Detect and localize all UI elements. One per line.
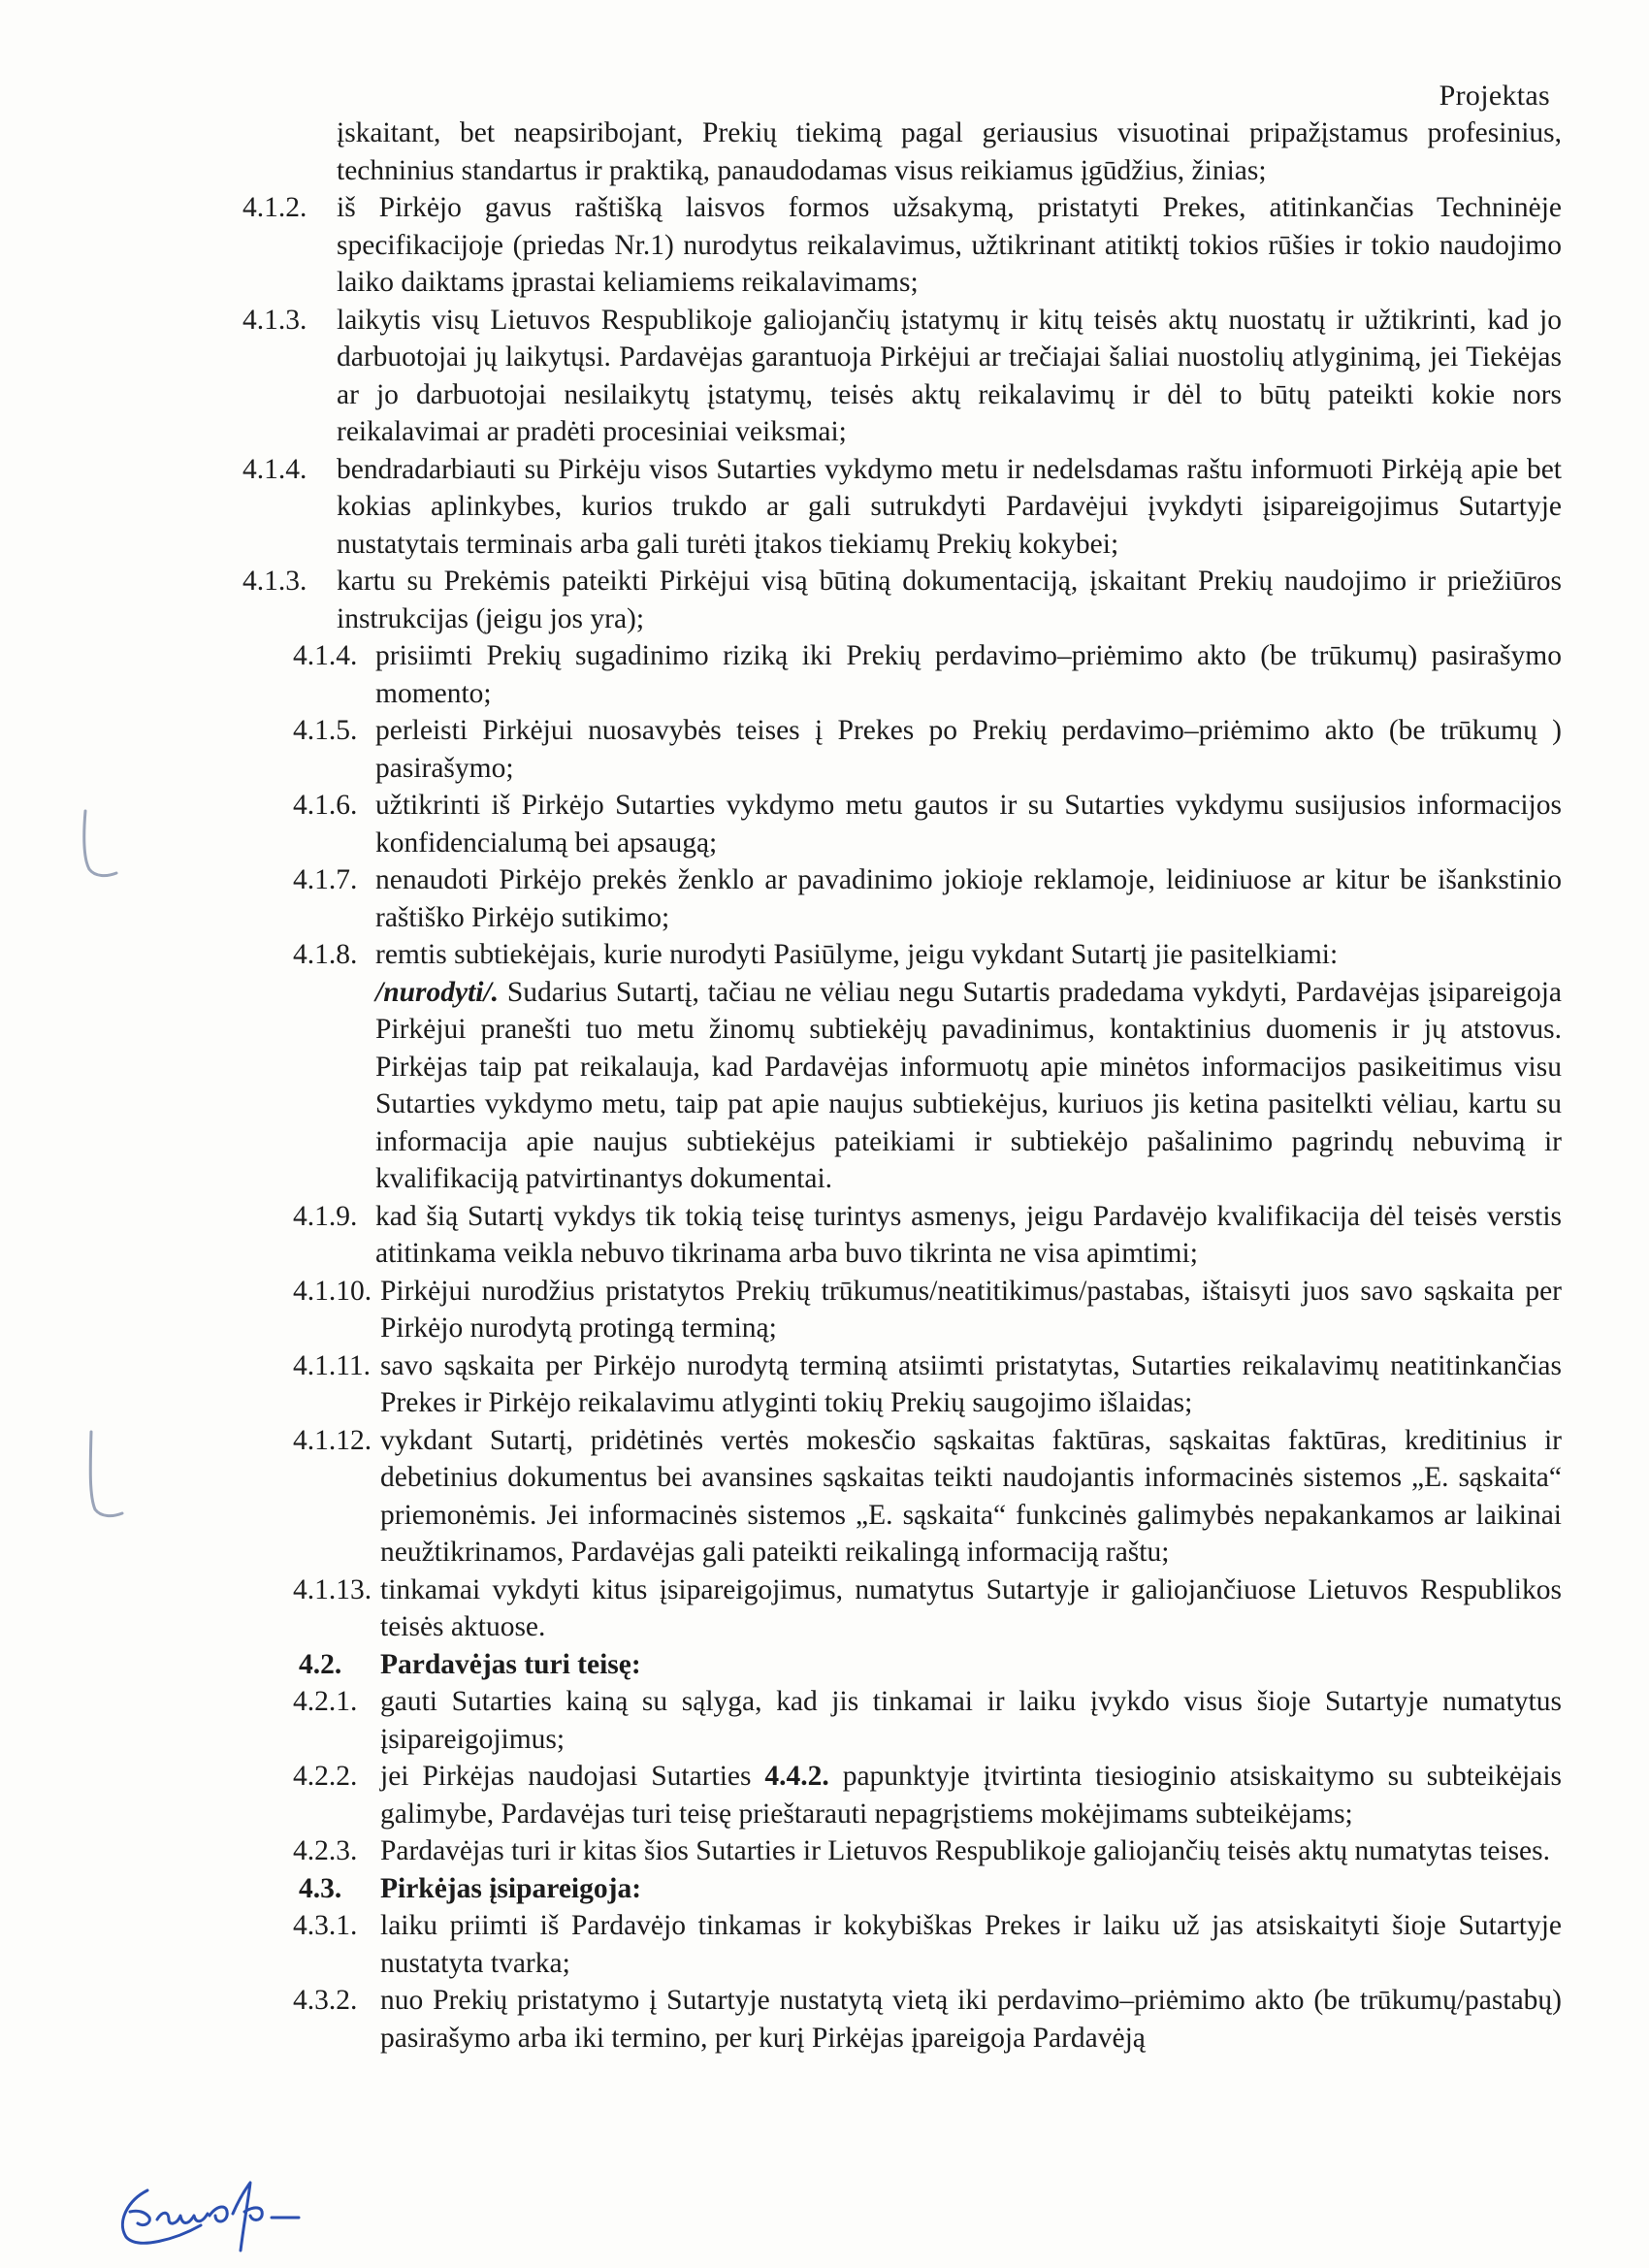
clause-4-1-2 (242, 189, 1562, 302)
clause-4-1-3-second (242, 563, 1562, 637)
clause-number: 4.2.3. (293, 1835, 358, 1866)
clause-number: 4.2.1. (293, 1686, 358, 1717)
clause-number: 4.1.7. (293, 864, 358, 895)
clause-number: 4.1.4. (242, 453, 307, 485)
clause-text-continued: Sudarius Sutartį, tačiau ne vėliau negu Sutartis pradedama vykdyti, Pardavėjas įsipareigoja Pirkėjui pranešti tuo metu žinomų subtiekėjų pavadinimus, kontaktinius duomenis ir jų atstovus. Pirkėjas taip pat reikalauja, kad Pardavėjas informuotų apie minėtos informacijos pasikeitimus visu Sutarties vykdymo metu, taip pat apie naujus subtiekėjus, kuriuos jis ketina pasitelkti vėliau, kartu su informacija apie naujus subtiekėjus pateikiami ir subtiekėjo pašalinimo pagrindų nebuvimą ir kvalifikaciją patvirtinantys dokumentai. (375, 976, 1562, 1194)
clause-4-3-2 (242, 1982, 1562, 2057)
section-4-2-heading (242, 1646, 1562, 1684)
clause-number: 4.1.3. (242, 566, 307, 597)
section-title: Pardavėjas turi teisę: (380, 1648, 641, 1680)
clause-text: tinkamai vykdyti kitus įsipareigojimus, numatytus Sutartyje ir galiojančiuose Lietuvos Respublikos teisės aktuose. (380, 1573, 1562, 1642)
clause-number: 4.1.12. (293, 1424, 372, 1456)
clause-text: bendradarbiauti su Pirkėju visos Sutarties vykdymo metu ir nedelsdamas raštu informuoti Pirkėją apie bet kokias aplinkybes, kurios trukdo ar gali sutrukdyti Pardavėjui įvykdyti įsipareigojimus Sutartyje nustatytais terminais arba gali turėti įtakos tiekiamų Prekių kokybei; (337, 453, 1562, 560)
clause-4-1-5 (242, 712, 1562, 787)
clause-text: Pardavėjas turi ir kitas šios Sutarties ir Lietuvos Respublikoje galiojančių teisės aktų numatytas teises. (380, 1835, 1550, 1866)
section-number: 4.3. (299, 1872, 342, 1904)
clause-text: nuo Prekių pristatymo į Sutartyje nustatytą vietą iki perdavimo–priėmimo akto (be trūkumų/pastabų) pasirašymo arba iki termino, per kurį Pirkėjas įpareigoja Pardavėją (380, 1985, 1562, 2054)
binder-mark-upper (78, 805, 126, 883)
draft-label: Projektas (1439, 80, 1550, 112)
clause-number: 4.1.11. (293, 1349, 372, 1381)
clause-text: perleisti Pirkėjui nuosavybės teises į Prekes po Prekių perdavimo–priėmimo akto (be trūkumų ) pasirašymo; (375, 715, 1562, 784)
clause-text: Pirkėjui nurodžius pristatytos Prekių trūkumus/neatitikimus/pastabas, ištaisyti juos savo sąskaita per Pirkėjo nurodytą protingą terminą; (380, 1275, 1562, 1344)
clause-text: savo sąskaita per Pirkėjo nurodytą terminą atsiimti pristatytas, Sutarties reikalavimų neatitinkančias Prekes ir Pirkėjo reikalavimu atlyginti tokių Prekių saugojimo išlaidas; (380, 1349, 1562, 1418)
contract-text (242, 114, 1562, 2057)
clause-text-continued: papunktyje įtvirtinta tiesioginio atsiskaitymo su subteikėjais galimybe, Pardavėjas turi teisę prieštarauti nepagrįstiems mokėjimams subteikėjams; (380, 1761, 1563, 1830)
clause-4-1-6 (242, 787, 1562, 861)
clause-text: nenaudoti Pirkėjo prekės ženklo ar pavadinimo jokioje reklamoje, leidiniuose ar kitur be išankstinio raštiško Pirkėjo sutikimo; (375, 864, 1562, 933)
section-title: Pirkėjas įsipareigoja: (380, 1872, 642, 1904)
clause-text: remtis subtiekėjais, kurie nurodyti Pasiūlyme, jeigu vykdant Sutartį jie pasitelkiami: (375, 939, 1339, 970)
clause-number: 4.1.13. (293, 1573, 372, 1605)
clause-4-2-1 (242, 1683, 1562, 1758)
clause-text: užtikrinti iš Pirkėjo Sutarties vykdymo metu gautos ir su Sutarties vykdymu susijusios informacijos konfidencialumą bei apsaugą; (375, 790, 1562, 859)
clause-4-1-12 (242, 1422, 1562, 1571)
clause-4-1-4 (242, 451, 1562, 564)
clause-number: 4.1.5. (293, 715, 358, 746)
clause-number: 4.1.10. (293, 1275, 372, 1307)
binder-mark-lower (83, 1428, 132, 1525)
clause-text: jei Pirkėjas naudojasi Sutarties (380, 1761, 752, 1792)
clause-number: 4.3.1. (293, 1910, 358, 1941)
clause-4-3-1 (242, 1907, 1562, 1982)
clause-4-1-11 (242, 1347, 1562, 1422)
clause-text: gauti Sutarties kainą su sąlyga, kad jis tinkamai ir laiku įvykdo visus šioje Sutartyje numatytus įsipareigojimus; (380, 1686, 1562, 1755)
paragraph-continuation: įskaitant, bet neapsiribojant, Prekių tiekimą pagal geriausius visuotinai pripažįstamus profesinius, techninius standartus ir praktiką, panaudodamas visus reikiamus įgūdžius, žinias; (337, 117, 1562, 186)
clause-text: laikytis visų Lietuvos Respublikoje galiojančių įstatymų ir kitų teisės aktų nuostatų ir užtikrinti, kad jo darbuotojai jų laikytųsi. Pardavėjas garantuoja Pirkėjui ar trečiajai šaliai nuostolių atlyginimą, jei Tiekėjas ar jo darbuotojai nesilaikytų įstatymų, teisės aktų reikalavimų ir dėl to būtų pateikti kokie nors reikalavimai ar pradėti procesiniai veiksmai; (337, 304, 1562, 447)
clause-text: laiku priimti iš Pardavėjo tinkamas ir kokybiškas Prekes ir laiku už jas atsiskaityti šioje Sutartyje nustatyta tvarka; (380, 1910, 1562, 1979)
clause-text: kartu su Prekėmis pateikti Pirkėjui visą būtiną dokumentaciją, įskaitant Prekių naudojimo ir priežiūros instrukcijas (jeigu jos yra); (337, 566, 1562, 634)
clause-4-1-9 (242, 1198, 1562, 1273)
clause-number: 4.2.2. (293, 1761, 358, 1792)
fill-in-placeholder: /nurodyti/. (375, 976, 500, 1008)
signature-mark (109, 2161, 361, 2258)
clause-number: 4.1.4. (293, 640, 358, 671)
clause-4-1-10 (242, 1273, 1562, 1347)
clause-number: 4.1.2. (242, 192, 307, 223)
clause-4-1-3 (242, 302, 1562, 451)
clause-text: iš Pirkėjo gavus raštišką laisvos formos užsakymą, pristatyti Prekes, atitinkančias Techninėje specifikacijoje (priedas Nr.1) nurodytus reikalavimus, užtikrinant atitiktį tokios rūšies ir tokio naudojimo laiko daiktams įprastai keliamiems reikalavimams; (337, 192, 1562, 298)
clause-number: 4.3.2. (293, 1985, 358, 2016)
clause-4-1-13 (242, 1571, 1562, 1646)
clause-4-1-7 (242, 861, 1562, 936)
clause-number: 4.1.3. (242, 304, 307, 336)
clause-number: 4.1.9. (293, 1200, 358, 1232)
section-number: 4.2. (299, 1648, 342, 1680)
clause-4-2-2 (242, 1758, 1562, 1832)
clause-number: 4.1.8. (293, 939, 358, 970)
section-4-3-heading (242, 1870, 1562, 1908)
clause-4-1-4-second (242, 637, 1562, 712)
clause-4-2-3 (242, 1832, 1562, 1870)
clause-text: prisiimti Prekių sugadinimo riziką iki Prekių perdavimo–priėmimo akto (be trūkumų) pasirašymo momento; (375, 640, 1562, 709)
clause-reference: 4.4.2. (764, 1761, 829, 1792)
clause-number: 4.1.6. (293, 790, 358, 821)
clause-text: kad šią Sutartį vykdys tik tokią teisę turintys asmenys, jeigu Pardavėjo kvalifikacija dėl teisės verstis atitinkama veikla nebuvo tikrinama arba buvo tikrinta ne visa apimtimi; (375, 1200, 1562, 1269)
clause-text: vykdant Sutartį, pridėtinės vertės mokesčio sąskaitas faktūras, sąskaitas faktūras, kreditinius ir debetinius dokumentus bei avansines sąskaitas teikti naudojantis informacinės sistemos „E. sąskaita“ priemonėmis. Jei informacinės sistemos „E. sąskaita“ funkcinės galimybės nepakankamos ar laikinai neužtikrinamos, Pardavėjas gali pateikti reikalingą informaciją raštu; (380, 1424, 1562, 1568)
clause-4-1-8 (242, 936, 1562, 1198)
